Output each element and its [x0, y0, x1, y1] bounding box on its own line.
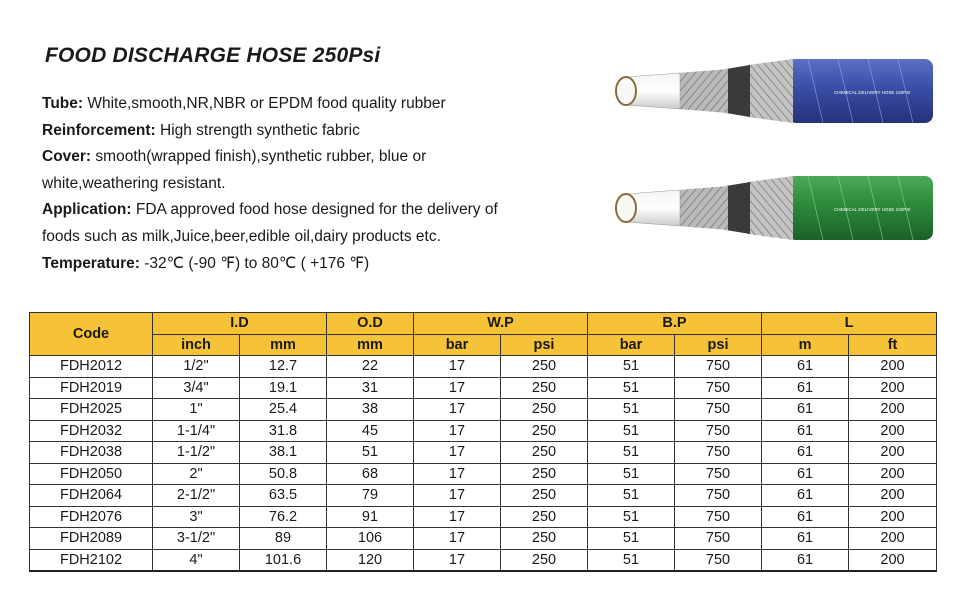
table-cell: 200 [849, 549, 937, 571]
hose-black-layer [726, 65, 750, 117]
table-row [30, 442, 937, 464]
spec-label: Tube: [42, 95, 84, 112]
table-cell: 750 [675, 420, 762, 442]
table-cell: 25.4 [240, 399, 327, 421]
table-cell: 17 [414, 528, 501, 550]
table-cell: 2-1/2" [153, 485, 240, 507]
spec-text: foods such as milk,Juice,beer,edible oil,dairy products etc. [42, 227, 441, 245]
header-bp: B.P [588, 313, 762, 335]
table-cell: 63.5 [240, 485, 327, 507]
cell-code: FDH2038 [30, 442, 153, 464]
table-cell: 750 [675, 463, 762, 485]
table-cell: 120 [327, 549, 414, 571]
table-cell: 51 [588, 356, 675, 378]
table-row [30, 528, 937, 550]
table-cell: 750 [675, 399, 762, 421]
table-cell: 200 [849, 399, 937, 421]
table-cell: 51 [588, 549, 675, 571]
hose-end [616, 77, 636, 105]
cell-code: FDH2076 [30, 506, 153, 528]
table-cell: 51 [588, 485, 675, 507]
table-cell: 250 [501, 420, 588, 442]
table-cell: 61 [762, 420, 849, 442]
hose-end [616, 194, 636, 222]
table-cell: 51 [588, 420, 675, 442]
cell-code: FDH2102 [30, 549, 153, 571]
cell-code: FDH2019 [30, 377, 153, 399]
cell-code: FDH2089 [30, 528, 153, 550]
table-cell: 17 [414, 506, 501, 528]
spec-cover [42, 144, 572, 171]
header-unit: ft [849, 334, 937, 356]
table-row [30, 399, 937, 421]
cell-code: FDH2025 [30, 399, 153, 421]
table-cell: 22 [327, 356, 414, 378]
table-cell: 51 [588, 377, 675, 399]
table-cell: 50.8 [240, 463, 327, 485]
table-cell: 38.1 [240, 442, 327, 464]
spec-text: smooth(wrapped finish),synthetic rubber, blue or [91, 148, 427, 166]
table-cell: 61 [762, 463, 849, 485]
table-cell: 3/4" [153, 377, 240, 399]
table-cell: 750 [675, 485, 762, 507]
table-cell: 17 [414, 463, 501, 485]
hose-print-text: CHEMICAL DELIVERY HOSE 150PSI [834, 90, 911, 95]
header-unit: mm [240, 334, 327, 356]
table-cell: 2" [153, 463, 240, 485]
table-row [30, 549, 937, 571]
spec-reinforcement [42, 118, 572, 145]
header-unit: inch [153, 334, 240, 356]
table-cell: 750 [675, 549, 762, 571]
table-cell: 51 [588, 399, 675, 421]
spec-list [42, 91, 572, 277]
header-wp: W.P [414, 313, 588, 335]
spec-label: Cover: [42, 148, 92, 166]
table-cell: 17 [414, 485, 501, 507]
spec-temperature [42, 251, 572, 278]
table-cell: 200 [849, 420, 937, 442]
table-header-group-row [30, 313, 937, 335]
table-cell: 17 [414, 549, 501, 571]
spec-label: Application: [42, 201, 132, 219]
table-row [30, 420, 937, 442]
header-unit: psi [501, 334, 588, 356]
spec-text: white,weathering resistant. [42, 174, 226, 192]
table-cell: 89 [240, 528, 327, 550]
table-cell: 200 [849, 506, 937, 528]
table-cell: 250 [501, 528, 588, 550]
cell-code: FDH2012 [30, 356, 153, 378]
table-cell: 68 [327, 463, 414, 485]
table-cell: 61 [762, 442, 849, 464]
table-cell: 750 [675, 356, 762, 378]
table-cell: 750 [675, 528, 762, 550]
spec-table [29, 312, 937, 572]
table-cell: 750 [675, 506, 762, 528]
cell-code: FDH2050 [30, 463, 153, 485]
cell-code: FDH2064 [30, 485, 153, 507]
table-cell: 200 [849, 485, 937, 507]
table-cell: 17 [414, 399, 501, 421]
header-id: I.D [153, 313, 327, 335]
table-cell: 76.2 [240, 506, 327, 528]
table-cell: 750 [675, 377, 762, 399]
hose-image-green [608, 172, 938, 244]
table-cell: 51 [588, 442, 675, 464]
table-cell: 250 [501, 506, 588, 528]
spec-label: Reinforcement: [42, 121, 156, 139]
hose-reinforcement-outer [748, 59, 793, 123]
table-cell: 51 [588, 463, 675, 485]
table-cell: 12.7 [240, 356, 327, 378]
table-cell: 250 [501, 377, 588, 399]
table-cell: 250 [501, 399, 588, 421]
table-cell: 750 [675, 442, 762, 464]
table-cell: 17 [414, 377, 501, 399]
table-cell: 1-1/4" [153, 420, 240, 442]
table-row [30, 377, 937, 399]
spec-text: High strength synthetic fabric [155, 121, 360, 139]
spec-text: FDA approved food hose designed for the delivery of [131, 201, 498, 219]
table-body [30, 356, 937, 572]
header-code: Code [30, 313, 153, 356]
table-cell: 51 [588, 506, 675, 528]
table-cell: 17 [414, 442, 501, 464]
table-cell: 3-1/2" [153, 528, 240, 550]
table-header-unit-row [30, 334, 937, 356]
hose-reinforcement-outer [748, 176, 793, 240]
table-cell: 200 [849, 528, 937, 550]
header-unit: m [762, 334, 849, 356]
table-cell: 250 [501, 549, 588, 571]
table-cell: 61 [762, 549, 849, 571]
header-unit: bar [414, 334, 501, 356]
header-unit: mm [327, 334, 414, 356]
table-cell: 250 [501, 442, 588, 464]
spec-application-continued [42, 224, 572, 251]
table-cell: 101.6 [240, 549, 327, 571]
spec-tube [42, 91, 572, 118]
table-cell: 61 [762, 506, 849, 528]
header-unit: psi [675, 334, 762, 356]
table-row [30, 356, 937, 378]
table-row [30, 485, 937, 507]
table-cell: 38 [327, 399, 414, 421]
table-cell: 200 [849, 442, 937, 464]
header-unit: bar [588, 334, 675, 356]
table-cell: 61 [762, 528, 849, 550]
table-cell: 4" [153, 549, 240, 571]
table-cell: 106 [327, 528, 414, 550]
table-cell: 31.8 [240, 420, 327, 442]
table-cell: 200 [849, 356, 937, 378]
table-cell: 61 [762, 377, 849, 399]
table-cell: 250 [501, 356, 588, 378]
spec-label: Temperature: [42, 254, 140, 272]
table-cell: 1/2" [153, 356, 240, 378]
table-cell: 61 [762, 485, 849, 507]
table-cell: 91 [327, 506, 414, 528]
table-cell: 79 [327, 485, 414, 507]
table-row [30, 506, 937, 528]
hose-reinforcement-inner [678, 186, 728, 230]
table-cell: 250 [501, 463, 588, 485]
table-cell: 200 [849, 463, 937, 485]
hose-reinforcement-inner [678, 69, 728, 113]
spec-text: White,smooth,NR,NBR or EPDM food quality rubber [83, 95, 446, 112]
hose-print-text: CHEMICAL DELIVERY HOSE 150PSI [834, 207, 911, 212]
table-cell: 1" [153, 399, 240, 421]
table-cell: 51 [588, 528, 675, 550]
header-od: O.D [327, 313, 414, 335]
table-cell: 250 [501, 485, 588, 507]
table-cell: 200 [849, 377, 937, 399]
hose-image-blue [608, 55, 938, 127]
hose-black-layer [726, 182, 750, 234]
table-cell: 3" [153, 506, 240, 528]
table-cell: 1-1/2" [153, 442, 240, 464]
header-l: L [762, 313, 937, 335]
spec-cover-continued [42, 171, 572, 198]
table-cell: 17 [414, 356, 501, 378]
table-cell: 61 [762, 399, 849, 421]
table-cell: 45 [327, 420, 414, 442]
spec-text: -32℃ (-90 ℉) to 80℃ ( +176 ℉) [139, 254, 370, 272]
spec-application [42, 197, 572, 224]
table-cell: 31 [327, 377, 414, 399]
table-cell: 51 [327, 442, 414, 464]
table-row [30, 463, 937, 485]
page-title: FOOD DISCHARGE HOSE 250Psi [45, 44, 381, 67]
table-cell: 17 [414, 420, 501, 442]
cell-code: FDH2032 [30, 420, 153, 442]
table-cell: 61 [762, 356, 849, 378]
table-cell: 19.1 [240, 377, 327, 399]
